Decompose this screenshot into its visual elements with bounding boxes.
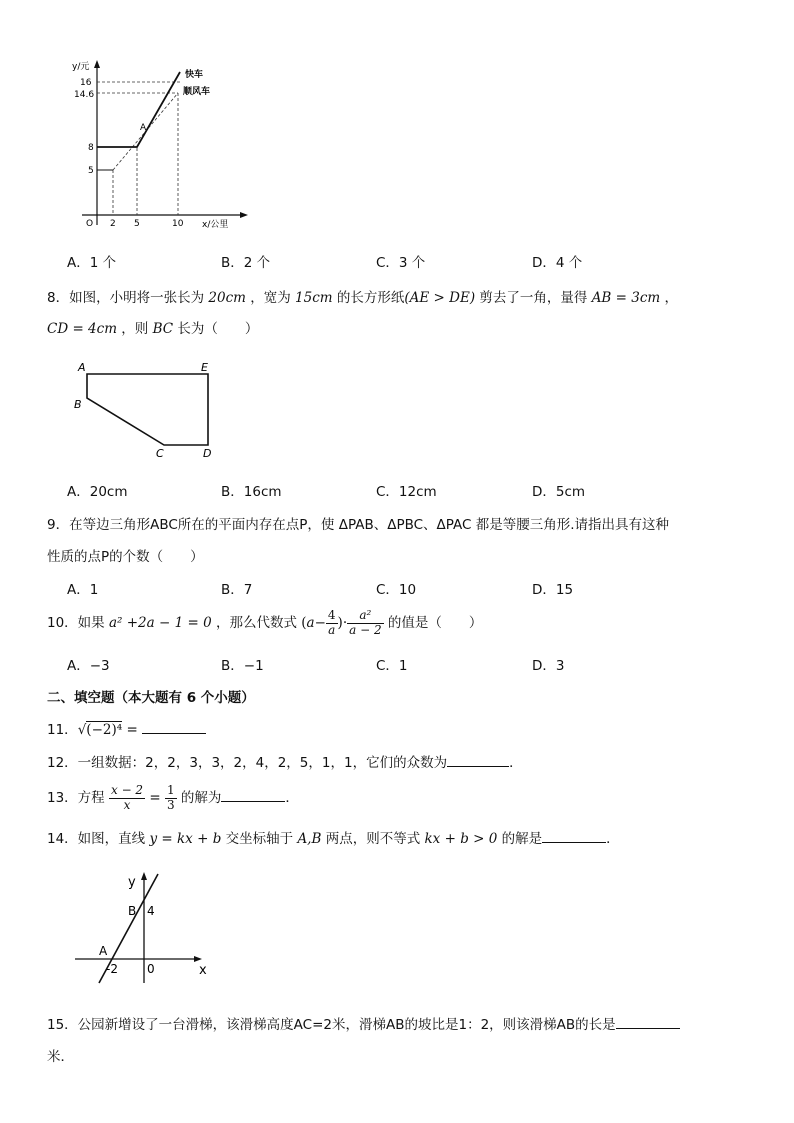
graph1-x-arrow bbox=[240, 212, 248, 218]
q8-figure bbox=[72, 358, 222, 462]
q8-line2: CD = 4cm ，则 BC 长为（ ） bbox=[47, 321, 259, 337]
q7-option-b[interactable]: B．2 个 bbox=[221, 255, 271, 271]
q14-graph bbox=[70, 868, 220, 988]
q12-blank[interactable] bbox=[447, 752, 509, 767]
q9-option-c[interactable]: C．10 bbox=[376, 582, 417, 598]
q13-blank[interactable] bbox=[221, 787, 285, 802]
q7-option-d[interactable]: D．4 个 bbox=[532, 255, 583, 271]
q15-line2: 米． bbox=[47, 1049, 74, 1065]
q15-line1: 15．公园新增设了一台滑梯，该滑梯高度AC=2米，滑梯AB的坡比是1：2，则该滑梯AB的长是 bbox=[47, 1013, 680, 1033]
q15-blank[interactable] bbox=[616, 1014, 680, 1029]
q10-option-c[interactable]: C．1 bbox=[376, 658, 408, 674]
q14-label-neg2: -2 bbox=[106, 962, 118, 976]
graph1-origin: O bbox=[86, 219, 94, 229]
q9-line1: 9．在等边三角形ABC所在的平面内存在点P，使 ΔPAB、ΔPBC、ΔPAC 都是等腰三角形.请指出具有这种 bbox=[47, 517, 670, 533]
q14-label-origin: 0 bbox=[147, 962, 155, 976]
q10-option-d[interactable]: D．3 bbox=[532, 658, 565, 674]
graph1-x-tick-2: 2 bbox=[110, 219, 116, 229]
q14-label-4: 4 bbox=[147, 904, 155, 918]
q14-label-b: B bbox=[128, 904, 137, 918]
q11-line: 11．√(−2)⁴ = bbox=[47, 718, 206, 738]
q8-label-a: A bbox=[78, 361, 86, 374]
q7-option-a[interactable]: A．1 个 bbox=[67, 255, 117, 271]
q8-label-d: D bbox=[203, 447, 212, 460]
q14-line: 14．如图，直线 y = kx + b 交坐标轴于 A,B 两点，则不等式 kx + b > 0 的解是 ． bbox=[47, 827, 620, 847]
graph1-x-tick-10: 10 bbox=[172, 219, 184, 229]
fast-car-line bbox=[97, 72, 180, 147]
q8-label-e: E bbox=[201, 361, 208, 374]
q13-line: 13．方程 $\frac{x - 2}{x}$ = $\frac{1}{3}$ 的解为 ． bbox=[47, 783, 299, 812]
graph1-y-label: y/元 bbox=[72, 62, 90, 72]
graph1-y-tick-5: 5 bbox=[88, 166, 94, 176]
fast-car-label: 快车 bbox=[185, 70, 204, 80]
q10-line: 10．如果 a² +2a − 1 = 0 ，那么代数式 (a− $\frac{4}{a}$ )· $\frac{\text{a²}}{a - 2}$ 的值是（ ） bbox=[47, 608, 483, 637]
q9-option-d[interactable]: D．15 bbox=[532, 582, 574, 598]
q14-label-x: x bbox=[199, 963, 207, 978]
q8-option-c[interactable]: C．12cm bbox=[376, 484, 437, 500]
q8-option-a[interactable]: A．20cm bbox=[67, 484, 128, 500]
graph1-y-arrow bbox=[94, 60, 100, 68]
q12-line: 12．一组数据：2，2，3，3，2，4，2，5，1，1，它们的众数为 ． bbox=[47, 751, 523, 771]
graph1-y-tick-14-6: 14.6 bbox=[74, 90, 95, 100]
q9-option-a[interactable]: A．1 bbox=[67, 582, 99, 598]
fare-distance-graph bbox=[68, 55, 258, 235]
graph1-x-label: x/公里 bbox=[202, 220, 229, 230]
graph1-x-tick-5: 5 bbox=[134, 219, 140, 229]
q9-option-b[interactable]: B．7 bbox=[221, 582, 253, 598]
q14-blank[interactable] bbox=[542, 828, 606, 843]
q8-label-c: C bbox=[156, 447, 164, 460]
q11-blank[interactable] bbox=[142, 719, 206, 734]
q8-label-b: B bbox=[74, 398, 82, 411]
q14-label-a: A bbox=[99, 944, 108, 958]
graph1-y-tick-8: 8 bbox=[88, 143, 94, 153]
q9-line2: 性质的点P的个数（ ） bbox=[47, 549, 204, 565]
q8-line1: 8．如图，小明将一张长为 20cm ，宽为 15cm 的长方形纸(AE > DE) 剪去了一角，量得 AB = 3cm ， bbox=[47, 290, 678, 306]
ride-share-label: 顺风车 bbox=[183, 87, 211, 97]
q8-option-b[interactable]: B．16cm bbox=[221, 484, 282, 500]
q14-label-y: y bbox=[128, 875, 136, 890]
q10-option-a[interactable]: A．−3 bbox=[67, 658, 110, 674]
q10-option-b[interactable]: B．−1 bbox=[221, 658, 264, 674]
q8-option-d[interactable]: D．5cm bbox=[532, 484, 586, 500]
graph1-point-a: A bbox=[140, 123, 147, 133]
section-2-heading: 二、填空题（本大题有 6 个小题） bbox=[47, 690, 255, 706]
graph1-y-tick-16: 16 bbox=[80, 78, 92, 88]
q7-option-c[interactable]: C．3 个 bbox=[376, 255, 426, 271]
